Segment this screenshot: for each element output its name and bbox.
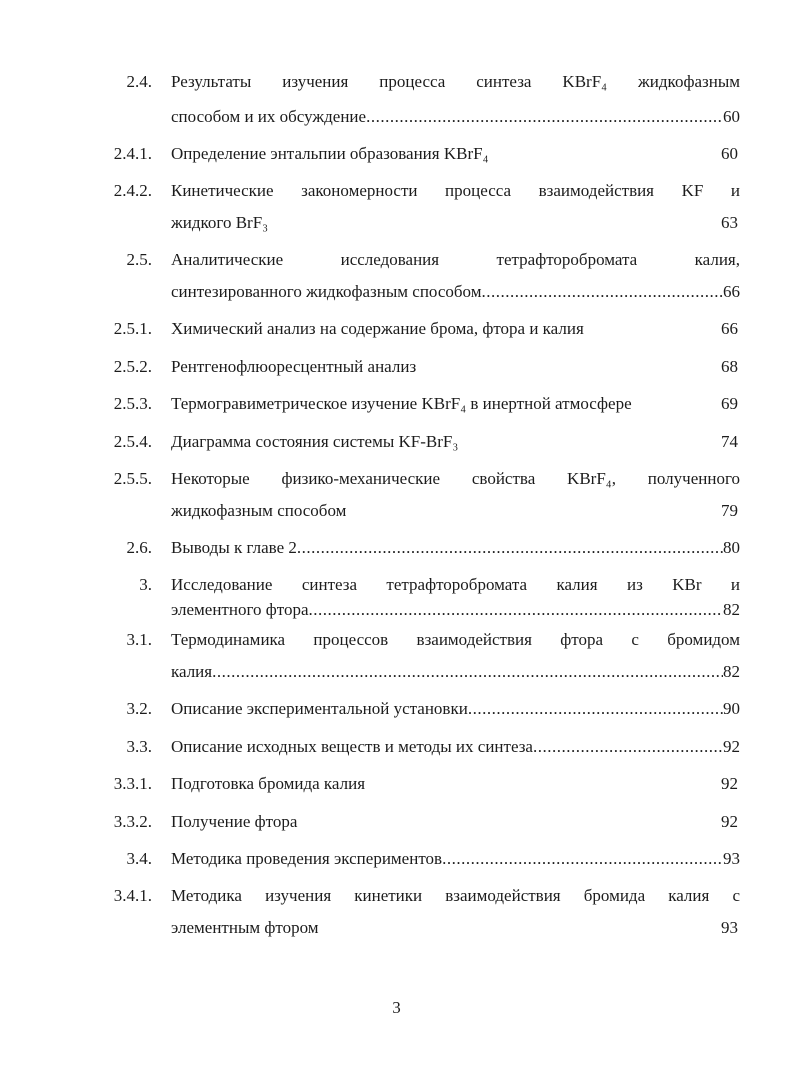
toc-number: 3.3.2.	[113, 812, 152, 831]
toc-number: 2.4.2.	[113, 181, 152, 200]
toc-title-line-leader	[171, 538, 740, 558]
toc-page: 92	[721, 812, 738, 831]
toc-title-line: Описание исходных веществ и методы их синтеза	[171, 737, 533, 756]
toc-title-line: Выводы к главе 2	[171, 538, 297, 557]
toc-title-line: Исследование синтеза тетрафторобромата калия из KBr и	[171, 575, 740, 594]
toc-title-line: Термогравиметрическое изучение KBrF₄ в инертной атмосфере	[171, 394, 632, 413]
toc-page: 66	[723, 282, 740, 301]
dot-leader	[481, 282, 723, 302]
toc-number: 3.4.	[126, 849, 152, 868]
toc-title-line: Термодинамика процессов взаимодействия фтора с бромидом	[171, 630, 740, 649]
toc-number: 2.5.1.	[113, 319, 152, 338]
dot-leader	[309, 600, 723, 620]
toc-page: 93	[721, 918, 738, 937]
toc-page: 82	[723, 662, 740, 681]
toc-title-line: синтезированного жидкофазным способом	[171, 282, 482, 301]
toc-title-line: способом и их обсуждение	[171, 107, 367, 126]
toc-page: 66	[721, 319, 738, 338]
toc-title-line: калия	[171, 662, 213, 681]
toc-title-line-leader	[171, 600, 740, 620]
toc-title-line: Химический анализ на содержание брома, фтора и калия	[171, 319, 584, 338]
toc-title-line: Некоторые физико-механические свойства KBrF₄, полученного	[171, 469, 740, 488]
toc-page: 90	[723, 699, 740, 718]
toc-title-line: Кинетические закономерности процесса взаимодействия KF и	[171, 181, 740, 200]
toc-number: 3.3.1.	[113, 774, 152, 793]
toc-page: 82	[723, 600, 740, 619]
toc-number: 2.6.	[126, 538, 152, 557]
toc-page: 74	[721, 432, 738, 451]
toc-number: 2.4.	[126, 72, 152, 91]
toc-title-line: Аналитические исследования тетрафторобромата калия,	[171, 250, 740, 269]
toc-page: 80	[723, 538, 740, 557]
dot-leader	[212, 662, 723, 682]
dot-leader	[442, 849, 723, 869]
toc-title-line: жидкофазным способом	[171, 501, 347, 520]
dot-leader	[366, 107, 723, 127]
toc-title-line: Подготовка бромида калия	[171, 774, 366, 793]
toc-title-line: Результаты изучения процесса синтеза KBrF₄ жидкофазным	[171, 72, 740, 91]
toc-page: 69	[721, 394, 738, 413]
page-number: 3	[392, 998, 401, 1017]
dot-leader	[297, 538, 723, 558]
toc-title-line: Методика изучения кинетики взаимодействия бромида калия с	[171, 886, 740, 905]
toc-title-line: жидкого BrF₃	[171, 213, 269, 232]
toc-page: 60	[723, 107, 740, 126]
toc-title-line-leader	[171, 737, 740, 757]
toc-title-line: элементного фтора	[171, 600, 309, 619]
toc-page: 60	[721, 144, 738, 163]
toc-number: 2.5.3.	[113, 394, 152, 413]
toc-page: 92	[723, 737, 740, 756]
toc-page: 68	[721, 357, 738, 376]
toc-number: 3.4.1.	[113, 886, 152, 905]
toc-title-line: Рентгенофлюоресцентный анализ	[171, 357, 417, 376]
toc-page: 79	[721, 501, 738, 520]
toc-number: 3.	[139, 575, 152, 594]
dot-leader	[533, 737, 723, 757]
toc-title-line-leader	[171, 849, 740, 869]
dot-leader	[468, 699, 723, 719]
toc-number: 2.4.1.	[113, 144, 152, 163]
toc-title-line: Получение фтора	[171, 812, 298, 831]
toc-number: 2.5.5.	[113, 469, 152, 488]
toc-title-line: Определение энтальпии образования KBrF₄	[171, 144, 489, 163]
toc-title-line-leader	[171, 282, 740, 302]
toc-number: 2.5.	[126, 250, 152, 269]
toc-title-line: Диаграмма состояния системы KF-BrF₃	[171, 432, 459, 451]
toc-page: 93	[723, 849, 740, 868]
toc-number: 3.2.	[126, 699, 152, 718]
toc-title-line-leader	[171, 662, 740, 682]
toc-title-line-leader	[171, 107, 740, 127]
toc-number: 3.3.	[126, 737, 152, 756]
toc-number: 2.5.4.	[113, 432, 152, 451]
toc-title-line: Методика проведения экспериментов	[171, 849, 443, 868]
toc-title-line-leader	[171, 699, 740, 719]
toc-title-line: элементным фтором	[171, 918, 319, 937]
toc-page: 92	[721, 774, 738, 793]
toc-page: 63	[721, 213, 738, 232]
toc-number: 2.5.2.	[113, 357, 152, 376]
toc-number: 3.1.	[126, 630, 152, 649]
toc-title-line: Описание экспериментальной установки	[171, 699, 468, 718]
